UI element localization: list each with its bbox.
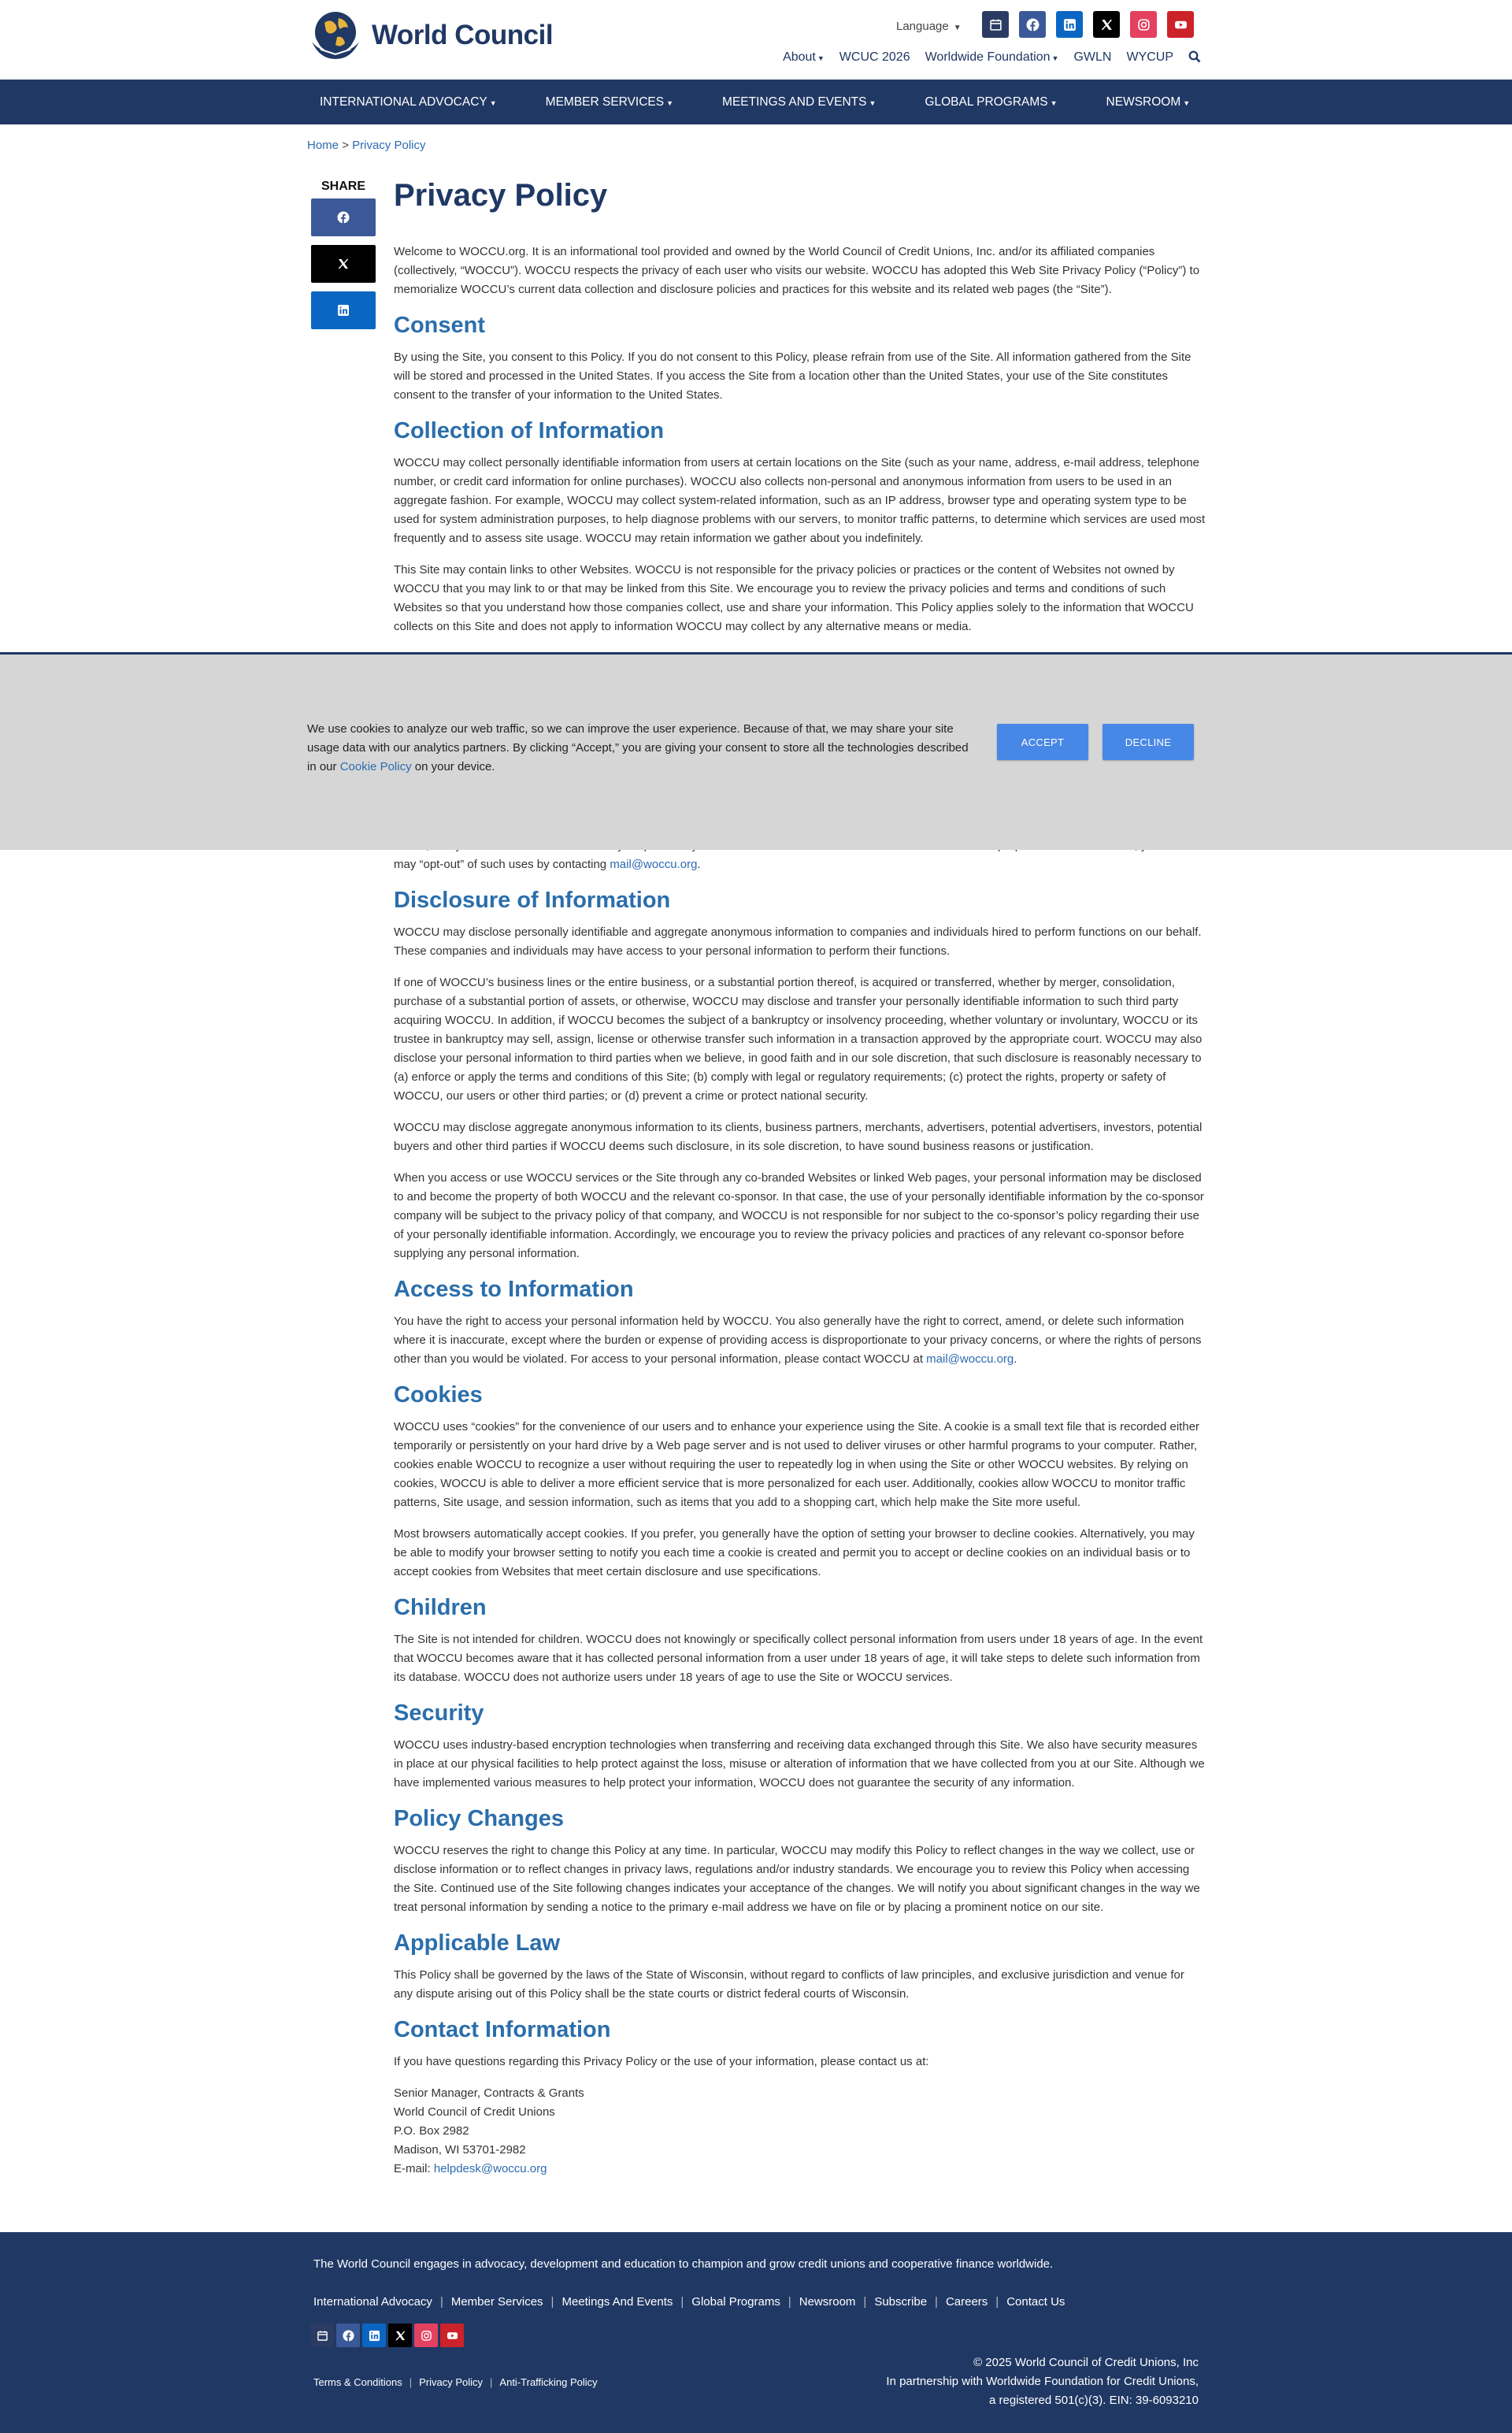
disclosure-paragraph-4: When you access or use WOCCU services or the Site through any co-branded Websites or linked Web pages, your personal information may be disclosed to and become the property of both WOCCU and the relevant co-sponsor. In that case, the use of your personally identifiable information by the co-sponsor company will be subject to the privacy policy of that company, and WOCCU is not responsible for nor subject to the co-sponsor’s policy regarding their use of your personally identifiable information. Accordingly, we encourage you to review the privacy policies and practices of any relevant co-sponsor before supplying any personal information. (394, 1171, 1204, 1260)
caret-down-icon: ▼ (1050, 98, 1058, 107)
article (394, 175, 1206, 649)
linkedin-icon[interactable] (362, 2324, 386, 2347)
nav-global-programs[interactable]: GLOBAL PROGRAMS ▼ (925, 95, 1058, 109)
youtube-icon[interactable] (1167, 11, 1194, 38)
youtube-icon[interactable] (440, 2324, 464, 2347)
breadcrumb-separator: > (342, 139, 349, 152)
nav-meetings-and-events[interactable]: MEETINGS AND EVENTS ▼ (722, 95, 876, 109)
ein-text: a registered 501(c)(3). EIN: 39-6093210 (989, 2394, 1199, 2407)
consent-paragraph: By using the Site, you consent to this Policy. If you do not consent to this Policy, please refrain from use of the Site. All information gathered from the Site will be stored and processed in the United States. If you access the Site from a location other than the United States, your use of the Site constitutes consent to the transfer of your information to the United States. (394, 350, 1191, 402)
footer-link-international-advocacy[interactable]: International Advocacy (313, 2295, 432, 2309)
x-icon[interactable] (388, 2324, 412, 2347)
facebook-icon[interactable] (1019, 11, 1046, 38)
divider: | (863, 2295, 867, 2309)
footer-link-contact-us[interactable]: Contact Us (1006, 2295, 1065, 2309)
utility-nav-about[interactable]: About ▼ (783, 50, 825, 64)
intro-paragraph: Welcome to WOCCU.org. It is an informational tool provided and owned by the World Council of Credit Unions, Inc. and/or its affiliated companies (collectively, “WOCCU”). WOCCU respects the privacy of each user who visits our website. WOCCU has adopted this Web Site Privacy Policy (“Policy”) to memorialize WOCCU’s current data collection and disclosure policies and practices for this website and its related web pages (the “Site”). (394, 245, 1200, 296)
divider: | (550, 2295, 554, 2309)
caret-down-icon: ▼ (817, 54, 825, 62)
collection-paragraph-1: WOCCU may collect personally identifiable information from users at certain locations on the Site (such as your name, address, e-mail address, telephone number, or credit card information for online purchases). WOCCU also collects non-personal and anonymous information from users to be used in an aggregate fashion. For example, WOCCU may collect system-related information, such as an IP address, browser type and operating system type to be used for system administration purposes, to help diagnose problems with our servers, to monitor traffic patterns, to determine which services are used most frequently and to assess site usage. WOCCU may retain information we gather about you indefinitely. (394, 456, 1206, 545)
breadcrumb (307, 139, 425, 152)
calendar-icon[interactable] (310, 2324, 334, 2347)
nav-member-services[interactable]: MEMBER SERVICES ▼ (545, 95, 674, 109)
section-heading-policy-changes: Policy Changes (394, 1806, 564, 1831)
access-email-link[interactable]: mail@woccu.org (926, 1352, 1014, 1366)
disclosure-paragraph-2: If one of WOCCU’s business lines or the entire business, or a substantial portion thereof, is acquired or transferred, whether by merger, consolidation, purchase of a substantial portion of assets, or otherwise, WOCCU may disclose and transfer your personally identifiable information to such third party acquiring WOCCU. In addition, if WOCCU becomes the subject of a bankruptcy or insolvency proceeding, whether voluntary or involuntary, WOCCU or its trustee in bankruptcy may sell, assign, license or otherwise transfer such information in a transaction approved by the appropriate court. WOCCU may also disclose your personal information to third parties when we believe, in good faith and in our sole discretion, that such disclosure is reasonably necessary to (a) enforce or apply the terms and conditions of this Site; (b) comply with legal or regulatory requirements; (c) protect the rights, property or safety of WOCCU, our users or other third parties; or (d) prevent a crime or protect national security. (394, 976, 1203, 1103)
section-heading-consent: Consent (394, 313, 485, 338)
cookies-paragraph-2: Most browsers automatically accept cookies. If you prefer, you generally have the option of setting your browser to decline cookies. Alternatively, you may be able to modify your browser setting to notify you each time a cookie is created and permit you to accept or decline cookies on an individual basis or to accept cookies from Websites that meet certain disclosure and use specifications. (394, 1527, 1195, 1578)
partnership-text: In partnership with Worldwide Foundation for Credit Unions, (886, 2375, 1199, 2388)
caret-down-icon: ▼ (489, 98, 497, 107)
breadcrumb-current[interactable]: Privacy Policy (352, 139, 426, 152)
calendar-icon[interactable] (982, 11, 1009, 38)
site-logo[interactable] (307, 6, 553, 65)
utility-nav (783, 50, 1201, 67)
cookie-banner-text: We use cookies to analyze our web traffic, so we can improve the user experience. Because of that, we may share your site usage data with our analytics partners. By clicking “Accept,” you are giving your consent to store all the technologies described in our Cookie Policy on your device. (307, 722, 969, 773)
caret-down-icon: ▼ (953, 24, 962, 32)
mail-email-link[interactable]: mail@woccu.org (610, 858, 698, 871)
applicable-law-paragraph: This Policy shall be governed by the laws of the State of Wisconsin, without regard to conflicts of law principles, and exclusive jurisdiction and venue for any dispute arising out of this Policy shall be the state courts or district federal courts of Wisconsin. (394, 1968, 1184, 2001)
utility-nav-wcuc[interactable]: WCUC 2026 (839, 50, 910, 64)
share-facebook-button[interactable] (311, 198, 376, 236)
disclosure-paragraph-3: WOCCU may disclose aggregate anonymous information to its clients, business partners, merchants, advertisers, potential advertisers, investors, potential buyers and other third parties if WOCCU deems such disclosure, in its sole discretion, to have sound business reasons or justification. (394, 1121, 1203, 1153)
share-x-button[interactable] (311, 245, 376, 283)
utility-nav-foundation[interactable]: Worldwide Foundation ▼ (925, 50, 1059, 64)
nav-newsroom[interactable]: NEWSROOM ▼ (1106, 95, 1191, 109)
disclosure-paragraph-1: WOCCU may disclose personally identifiable and aggregate anonymous information to companies and individuals hired to perform functions on our behalf. These companies and individuals may have access to your personal information to perform their functions. (394, 925, 1202, 958)
facebook-icon[interactable] (336, 2324, 360, 2347)
footer-link-careers[interactable]: Careers (945, 2295, 988, 2309)
policy-changes-paragraph: WOCCU reserves the right to change this Policy at any time. In particular, WOCCU may modify this Policy to reflect changes in the way we collect, use or disclose information or to reflect changes in privacy laws, regulations and/or industry standards. We encourage you to review this Policy when accessing the Site. Continued use of the Site following changes indicates your acceptance of the changes. We will notify you about significant changes in the way we treat personal information by sending a notice to the primary e-mail address we have on file or by placing a prominent notice on our site. (394, 1844, 1200, 1914)
divider: | (490, 2376, 493, 2388)
helpdesk-email-link[interactable]: helpdesk@woccu.org (433, 2162, 547, 2175)
header-social-links (982, 11, 1194, 38)
footer-link-meetings-and-events[interactable]: Meetings And Events (561, 2295, 673, 2309)
divider: | (439, 2295, 443, 2309)
top-header (0, 0, 1512, 80)
section-heading-applicable-law: Applicable Law (394, 1930, 561, 1956)
footer-blurb: The World Council engages in advocacy, development and education to champion and grow credit unions and cooperative finance worldwide. (313, 2257, 1054, 2271)
language-dropdown[interactable] (896, 20, 962, 33)
section-heading-access: Access to Information (394, 1277, 634, 1302)
footer-link-newsroom[interactable]: Newsroom (799, 2295, 856, 2309)
linkedin-icon (337, 304, 350, 317)
breadcrumb-home-link[interactable]: Home (307, 139, 339, 152)
contact-paragraph: If you have questions regarding this Privacy Policy or the use of your information, please contact us at: (394, 2055, 929, 2068)
use-paragraph-end: may “opt-out” of such uses by contacting mail@woccu.org. (394, 858, 701, 871)
section-heading-disclosure: Disclosure of Information (394, 888, 671, 913)
utility-nav-gwln[interactable]: GWLN (1073, 50, 1112, 64)
collection-paragraph-2: This Site may contain links to other Websites. WOCCU is not responsible for the privacy policies or practices or the content of Websites not owned by WOCCU that you may link to or that may be linked from this Site. We encourage you to review the privacy policies and terms and conditions of such Websites so that you understand how those companies collect, use and share your information. This Policy applies solely to the information that WOCCU collects on this Site and does not apply to information WOCCU may collect by any alternative means or media. (394, 563, 1194, 633)
share-panel (311, 180, 376, 338)
site-footer (0, 2232, 1512, 2433)
share-linkedin-button[interactable] (311, 291, 376, 329)
contact-address: Senior Manager, Contracts & Grants World Council of Credit Unions P.O. Box 2982 Madison, WI 53701-2982 E-mail: helpdesk@woccu.org (394, 2086, 584, 2175)
access-paragraph: You have the right to access your personal information held by WOCCU. You also generally have the right to correct, amend, or delete such information where it is inaccurate, except where the burden or expense of providing access is disproportionate to your privacy concerns, or where the rights of persons other than you would be violated. For access to your personal information, please contact WOCCU at mail@woccu.org. (394, 1315, 1202, 1366)
security-paragraph: WOCCU uses industry-based encryption technologies when transferring and receiving data exchanged through this Site. We also have security measures in place at our physical facilities to help protect against the loss, misuse or alteration of information that we have collected from you at our Site. Although we have implemented various measures to help protect your information, WOCCU does not guarantee the security of any information. (394, 1738, 1205, 1790)
x-icon (337, 258, 350, 270)
utility-nav-wycup[interactable]: WYCUP (1126, 50, 1173, 64)
globe-hands-logo-icon (307, 7, 364, 64)
language-label: Language (896, 20, 949, 33)
nav-international-advocacy[interactable]: INTERNATIONAL ADVOCACY ▼ (320, 95, 497, 109)
linkedin-icon[interactable] (1056, 11, 1083, 38)
privacy-policy-link[interactable]: Privacy Policy (419, 2376, 484, 2388)
divider: | (788, 2295, 791, 2309)
section-heading-collection: Collection of Information (394, 418, 665, 443)
main-nav (0, 80, 1512, 124)
caret-down-icon: ▼ (869, 98, 876, 107)
page-title: Privacy Policy (394, 178, 608, 213)
section-heading-cookies: Cookies (394, 1382, 483, 1408)
search-icon[interactable] (1188, 50, 1201, 67)
logo-text: World Council (372, 20, 554, 50)
caret-down-icon: ▼ (1051, 54, 1059, 62)
footer-links (313, 2295, 1065, 2309)
decline-cookies-button[interactable]: DECLINE (1102, 724, 1194, 760)
instagram-icon[interactable] (1130, 11, 1157, 38)
divider: | (680, 2295, 684, 2309)
footer-copyright (886, 2353, 1199, 2410)
terms-link[interactable]: Terms & Conditions (313, 2376, 402, 2388)
article-continued (394, 836, 1206, 2191)
cookie-policy-link[interactable]: Cookie Policy (339, 760, 412, 773)
divider: | (995, 2295, 999, 2309)
legal-links (313, 2376, 598, 2388)
caret-down-icon: ▼ (666, 98, 674, 107)
footer-link-subscribe[interactable]: Subscribe (874, 2295, 928, 2309)
copyright-text: © 2025 World Council of Credit Unions, Inc (973, 2356, 1199, 2369)
cookie-consent-banner (0, 652, 1512, 850)
share-label: SHARE (321, 180, 365, 193)
caret-down-icon: ▼ (1183, 98, 1191, 107)
accept-cookies-button[interactable]: ACCEPT (997, 724, 1088, 760)
cookies-paragraph-1: WOCCU uses “cookies” for the convenience of our users and to enhance your experience using the Site. A cookie is a small text file that is recorded either temporarily or persistently on your hard drive by a Web page server and is not used to deliver viruses or other harmful programs to your computer. Rather, cookies enable WOCCU to recognize a user without requiring the user to repeatedly log in when using the Site or other WOCCU websites. By relying on cookies, WOCCU is able to deliver a more efficient service that is more personalized for each user. Additionally, cookies allow WOCCU to monitor traffic patterns, Site usage, and session information, such as items that you add to a shopping cart, which help make the Site more useful. (394, 1420, 1200, 1509)
section-heading-contact: Contact Information (394, 2017, 611, 2042)
section-heading-children: Children (394, 1595, 487, 1620)
x-icon[interactable] (1093, 11, 1120, 38)
children-paragraph: The Site is not intended for children. WOCCU does not knowingly or specifically collect personal information from users under 18 years of age. In the event that WOCCU becomes aware that it has collected personal information from a user under 18 years of age, it will take steps to delete such information from its database. WOCCU does not authorize users under 18 years of age to use the Site or WOCCU services. (394, 1633, 1203, 1684)
footer-link-member-services[interactable]: Member Services (450, 2295, 543, 2309)
divider: | (935, 2295, 938, 2309)
facebook-icon (337, 211, 350, 224)
footer-link-global-programs[interactable]: Global Programs (691, 2295, 780, 2309)
footer-social-links (310, 2324, 464, 2347)
anti-trafficking-link[interactable]: Anti-Trafficking Policy (499, 2376, 598, 2388)
section-heading-security: Security (394, 1701, 484, 1726)
divider: | (409, 2376, 413, 2388)
instagram-icon[interactable] (414, 2324, 438, 2347)
